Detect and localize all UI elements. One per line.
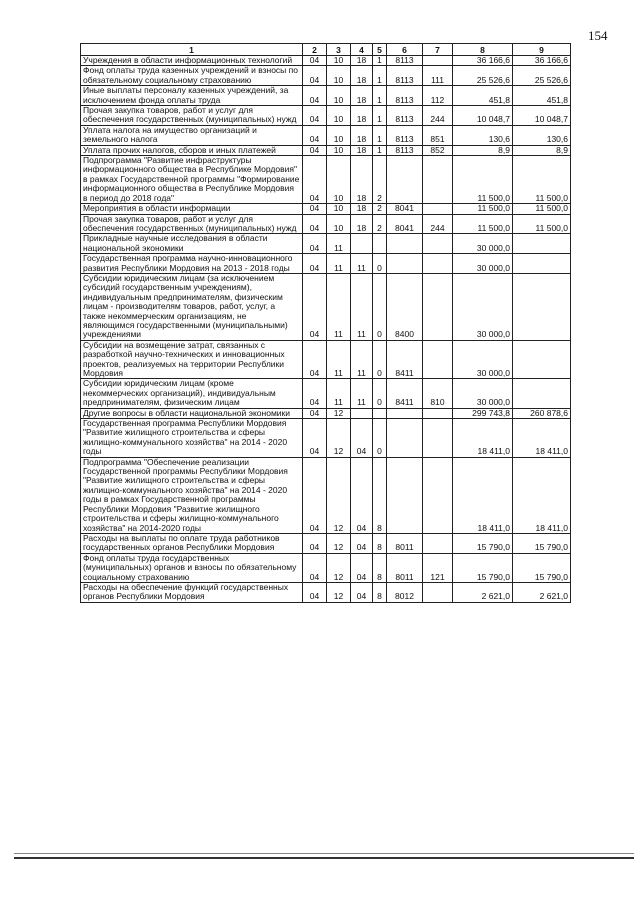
header-cell: 8 (453, 44, 513, 56)
subsection-cell: 11 (327, 379, 351, 408)
expense-type-cell (423, 533, 453, 553)
table-row (81, 214, 571, 234)
subsection-cell: 10 (327, 145, 351, 155)
item-name-cell: Иные выплаты персоналу казенных учреждений, за исключением фонда оплаты труда (81, 86, 303, 106)
subprogram-cell: 8 (373, 533, 387, 553)
amount-next-cell: 10 048,7 (513, 106, 571, 126)
subsection-cell: 10 (327, 156, 351, 204)
section-cell: 04 (303, 145, 327, 155)
program-cell (351, 234, 373, 254)
subprogram-cell (373, 234, 387, 254)
subprogram-cell: 0 (373, 340, 387, 379)
item-name-cell: Субсидии юридическим лицам (кроме некоммерческих организаций), индивидуальным предпринимателям, физическим лицам (81, 379, 303, 408)
target-item-cell: 8011 (387, 533, 423, 553)
target-item-cell: 8411 (387, 379, 423, 408)
target-item-cell: 8113 (387, 125, 423, 145)
amount-cell: 11 500,0 (453, 156, 513, 204)
subprogram-cell: 8 (373, 582, 387, 602)
amount-next-cell: 8,9 (513, 145, 571, 155)
expense-type-cell (423, 254, 453, 274)
section-cell: 04 (303, 553, 327, 582)
table-row (81, 145, 571, 155)
header-cell: 9 (513, 44, 571, 56)
program-cell: 11 (351, 273, 373, 340)
item-name-cell: Государственная программа Республики Мордовия "Развитие жилищного строительства и сферы жилищно-коммунального хозяйства" на 2014 - 2020 годы (81, 419, 303, 458)
item-name-cell: Уплата налога на имущество организаций и земельного налога (81, 125, 303, 145)
item-name-cell: Подпрограмма "Обеспечение реализации Государственной программы Республики Мордовия "Развитие жилищного строительства и сферы жилищно-коммунального хозяйства" на 2014 - 2020 годы в рамках Государственной программы Республики Мордовия "Развитие жилищного строительства и сферы жилищно-коммунального хозяйства" на 2014-2020 годы (81, 457, 303, 533)
amount-cell: 30 000,0 (453, 273, 513, 340)
footer-rule-thick (14, 857, 634, 859)
target-item-cell (387, 419, 423, 458)
subsection-cell: 10 (327, 86, 351, 106)
target-item-cell: 8113 (387, 145, 423, 155)
program-cell: 04 (351, 553, 373, 582)
item-name-cell: Прочая закупка товаров, работ и услуг для обеспечения государственных (муниципальных) нужд (81, 106, 303, 126)
item-name-cell: Подпрограмма "Развитие инфраструктуры информационного общества в Республике Мордовия" в рамках Государственной программы "Формирование информационного общества в Республике Мордовия в период до 2018 года" (81, 156, 303, 204)
header-cell: 4 (351, 44, 373, 56)
section-cell: 04 (303, 106, 327, 126)
target-item-cell: 8113 (387, 66, 423, 86)
amount-next-cell: 18 411,0 (513, 419, 571, 458)
program-cell: 18 (351, 156, 373, 204)
amount-next-cell (513, 273, 571, 340)
subprogram-cell: 1 (373, 66, 387, 86)
expense-type-cell: 244 (423, 214, 453, 234)
subprogram-cell: 1 (373, 106, 387, 126)
table-row (81, 254, 571, 274)
target-item-cell (387, 408, 423, 418)
amount-next-cell (513, 379, 571, 408)
section-cell: 04 (303, 214, 327, 234)
subprogram-cell: 0 (373, 419, 387, 458)
subprogram-cell: 1 (373, 56, 387, 66)
program-cell: 04 (351, 457, 373, 533)
subsection-cell: 12 (327, 457, 351, 533)
amount-next-cell: 15 790,0 (513, 553, 571, 582)
amount-cell: 18 411,0 (453, 419, 513, 458)
program-cell: 18 (351, 66, 373, 86)
subsection-cell: 10 (327, 204, 351, 214)
amount-next-cell: 36 166,6 (513, 56, 571, 66)
section-cell: 04 (303, 582, 327, 602)
section-cell: 04 (303, 254, 327, 274)
expense-type-cell: 851 (423, 125, 453, 145)
amount-cell: 18 411,0 (453, 457, 513, 533)
item-name-cell: Субсидии юридическим лицам (за исключением субсидий государственным учреждениям), индивидуальным предпринимателям, физическим лицам - производителям товаров, работ, услуг, а также некоммерческим организациям, не являющимся государственными (муниципальными) учреждениями (81, 273, 303, 340)
program-cell: 18 (351, 56, 373, 66)
amount-next-cell: 25 526,6 (513, 66, 571, 86)
table-row (81, 553, 571, 582)
item-name-cell: Расходы на выплаты по оплате труда работников государственных органов Республики Мордовия (81, 533, 303, 553)
subsection-cell: 10 (327, 106, 351, 126)
amount-cell: 2 621,0 (453, 582, 513, 602)
subprogram-cell: 2 (373, 156, 387, 204)
program-cell: 04 (351, 582, 373, 602)
table-row (81, 56, 571, 66)
table-row (81, 457, 571, 533)
amount-cell: 30 000,0 (453, 340, 513, 379)
target-item-cell (387, 457, 423, 533)
table-body (81, 56, 571, 603)
subsection-cell: 11 (327, 254, 351, 274)
table-row (81, 125, 571, 145)
amount-next-cell (513, 234, 571, 254)
item-name-cell: Государственная программа научно-инновационного развития Республики Мордовия на 2013 - 2018 годы (81, 254, 303, 274)
table-row (81, 379, 571, 408)
expense-type-cell: 852 (423, 145, 453, 155)
expense-type-cell (423, 419, 453, 458)
table-row (81, 533, 571, 553)
program-cell: 18 (351, 106, 373, 126)
target-item-cell: 8011 (387, 553, 423, 582)
expense-type-cell: 121 (423, 553, 453, 582)
program-cell (351, 408, 373, 418)
table-row (81, 86, 571, 106)
amount-cell: 11 500,0 (453, 214, 513, 234)
subsection-cell: 11 (327, 234, 351, 254)
target-item-cell: 8411 (387, 340, 423, 379)
item-name-cell: Фонд оплаты труда государственных (муниципальных) органов и взносы по обязательному социальному страхованию (81, 553, 303, 582)
item-name-cell: Фонд оплаты труда казенных учреждений и взносы по обязательному социальному страхованию (81, 66, 303, 86)
table-row (81, 66, 571, 86)
expense-type-cell: 810 (423, 379, 453, 408)
footer-rule (14, 853, 634, 854)
subsection-cell: 10 (327, 66, 351, 86)
amount-cell: 299 743,8 (453, 408, 513, 418)
subprogram-cell (373, 408, 387, 418)
program-cell: 18 (351, 204, 373, 214)
target-item-cell (387, 156, 423, 204)
table-row (81, 234, 571, 254)
program-cell: 11 (351, 340, 373, 379)
subprogram-cell: 2 (373, 214, 387, 234)
section-cell: 04 (303, 457, 327, 533)
subsection-cell: 12 (327, 419, 351, 458)
table-row (81, 106, 571, 126)
program-cell: 18 (351, 145, 373, 155)
target-item-cell: 8113 (387, 56, 423, 66)
expense-type-cell (423, 156, 453, 204)
subsection-cell: 12 (327, 533, 351, 553)
target-item-cell: 8400 (387, 273, 423, 340)
table-row (81, 419, 571, 458)
section-cell: 04 (303, 533, 327, 553)
page-number: 154 (588, 28, 608, 43)
header-cell: 3 (327, 44, 351, 56)
amount-cell: 36 166,6 (453, 56, 513, 66)
item-name-cell: Мероприятия в области информации (81, 204, 303, 214)
amount-next-cell: 15 790,0 (513, 533, 571, 553)
section-cell: 04 (303, 156, 327, 204)
expense-type-cell (423, 273, 453, 340)
subprogram-cell: 0 (373, 254, 387, 274)
amount-next-cell (513, 340, 571, 379)
section-cell: 04 (303, 408, 327, 418)
amount-next-cell: 11 500,0 (513, 156, 571, 204)
target-item-cell: 8041 (387, 204, 423, 214)
table-row (81, 204, 571, 214)
item-name-cell: Учреждения в области информационных технологий (81, 56, 303, 66)
expense-type-cell (423, 340, 453, 379)
expense-type-cell (423, 56, 453, 66)
amount-next-cell: 2 621,0 (513, 582, 571, 602)
program-cell: 11 (351, 379, 373, 408)
subsection-cell: 12 (327, 582, 351, 602)
target-item-cell (387, 254, 423, 274)
expense-type-cell: 112 (423, 86, 453, 106)
section-cell: 04 (303, 234, 327, 254)
subprogram-cell: 8 (373, 553, 387, 582)
item-name-cell: Прикладные научные исследования в области национальной экономики (81, 234, 303, 254)
section-cell: 04 (303, 379, 327, 408)
amount-cell: 15 790,0 (453, 533, 513, 553)
subprogram-cell: 8 (373, 457, 387, 533)
section-cell: 04 (303, 125, 327, 145)
expense-type-cell (423, 457, 453, 533)
header-cell: 7 (423, 44, 453, 56)
amount-cell: 30 000,0 (453, 379, 513, 408)
section-cell: 04 (303, 66, 327, 86)
section-cell: 04 (303, 204, 327, 214)
section-cell: 04 (303, 86, 327, 106)
amount-cell: 451,8 (453, 86, 513, 106)
header-cell: 2 (303, 44, 327, 56)
section-cell: 04 (303, 273, 327, 340)
program-cell: 18 (351, 125, 373, 145)
amount-cell: 10 048,7 (453, 106, 513, 126)
amount-cell: 30 000,0 (453, 234, 513, 254)
subsection-cell: 12 (327, 408, 351, 418)
amount-next-cell: 260 878,6 (513, 408, 571, 418)
program-cell: 11 (351, 254, 373, 274)
header-cell: 6 (387, 44, 423, 56)
expense-type-cell (423, 408, 453, 418)
program-cell: 04 (351, 419, 373, 458)
amount-next-cell: 11 500,0 (513, 214, 571, 234)
amount-next-cell (513, 254, 571, 274)
item-name-cell: Субсидии на возмещение затрат, связанных с разработкой научно-технических и инновационных проектов, реализуемых на территории Республики Мордовия (81, 340, 303, 379)
subprogram-cell: 1 (373, 125, 387, 145)
item-name-cell: Уплата прочих налогов, сборов и иных платежей (81, 145, 303, 155)
target-item-cell: 8012 (387, 582, 423, 602)
subprogram-cell: 1 (373, 86, 387, 106)
expense-type-cell: 244 (423, 106, 453, 126)
header-cell: 5 (373, 44, 387, 56)
amount-next-cell: 18 411,0 (513, 457, 571, 533)
subsection-cell: 11 (327, 340, 351, 379)
subsection-cell: 10 (327, 125, 351, 145)
subsection-cell: 12 (327, 553, 351, 582)
amount-cell: 30 000,0 (453, 254, 513, 274)
subsection-cell: 10 (327, 214, 351, 234)
budget-table (80, 43, 571, 603)
amount-cell: 11 500,0 (453, 204, 513, 214)
item-name-cell: Расходы на обеспечение функций государственных органов Республики Мордовия (81, 582, 303, 602)
amount-cell: 25 526,6 (453, 66, 513, 86)
subprogram-cell: 0 (373, 273, 387, 340)
subprogram-cell: 0 (373, 379, 387, 408)
expense-type-cell: 111 (423, 66, 453, 86)
target-item-cell (387, 234, 423, 254)
table-row (81, 340, 571, 379)
amount-cell: 15 790,0 (453, 553, 513, 582)
expense-type-cell (423, 582, 453, 602)
amount-cell: 130,6 (453, 125, 513, 145)
program-cell: 18 (351, 86, 373, 106)
amount-next-cell: 11 500,0 (513, 204, 571, 214)
amount-next-cell: 130,6 (513, 125, 571, 145)
table-row (81, 582, 571, 602)
item-name-cell: Прочая закупка товаров, работ и услуг для обеспечения государственных (муниципальных) нужд (81, 214, 303, 234)
subsection-cell: 11 (327, 273, 351, 340)
target-item-cell: 8113 (387, 106, 423, 126)
header-cell: 1 (81, 44, 303, 56)
section-cell: 04 (303, 419, 327, 458)
target-item-cell: 8113 (387, 86, 423, 106)
program-cell: 18 (351, 214, 373, 234)
program-cell: 04 (351, 533, 373, 553)
table-row (81, 156, 571, 204)
section-cell: 04 (303, 56, 327, 66)
target-item-cell: 8041 (387, 214, 423, 234)
subprogram-cell: 2 (373, 204, 387, 214)
item-name-cell: Другие вопросы в области национальной экономики (81, 408, 303, 418)
header-row (81, 44, 571, 56)
expense-type-cell (423, 234, 453, 254)
subprogram-cell: 1 (373, 145, 387, 155)
expense-type-cell (423, 204, 453, 214)
amount-next-cell: 451,8 (513, 86, 571, 106)
amount-cell: 8,9 (453, 145, 513, 155)
table-row (81, 273, 571, 340)
section-cell: 04 (303, 340, 327, 379)
table-row (81, 408, 571, 418)
subsection-cell: 10 (327, 56, 351, 66)
